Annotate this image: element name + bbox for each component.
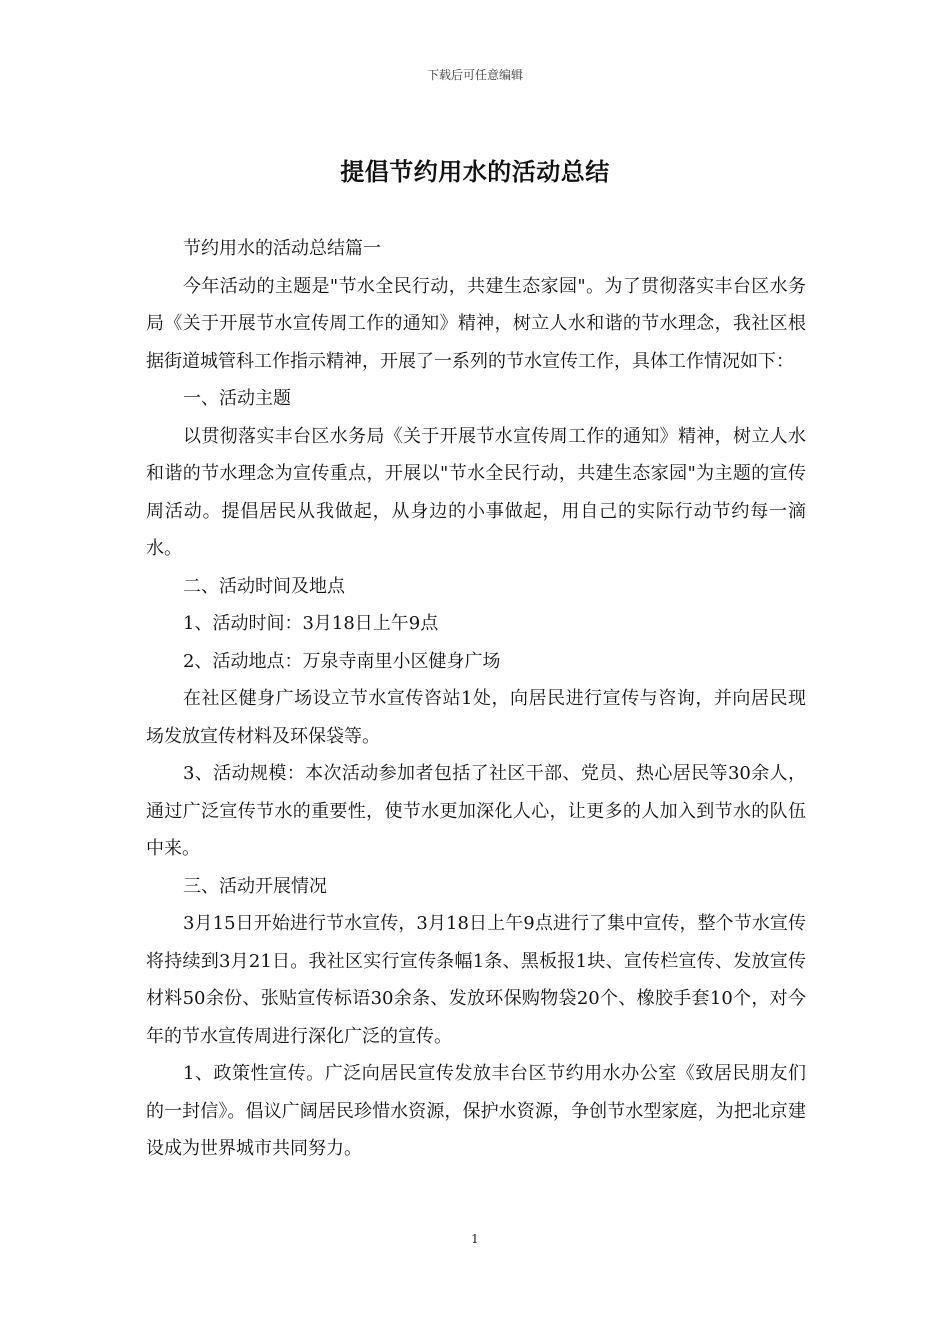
list-item: 1、活动时间：3月18日上午9点	[183, 613, 439, 634]
section-heading: 二、活动时间及地点	[183, 575, 345, 597]
document-title: 提倡节约用水的活动总结	[340, 158, 610, 186]
body-paragraph: 3月15日开始进行节水宣传，3月18日上午9点进行了集中宣传，整个节水宣传将持续到3月21日。我社区实行宣传条幅1条、黑板报1块、宣传栏宣传、发放宣传材料50余份、张贴宣传标语30余条、发放环保购物袋20个、橡胶手套10个，对今年的节水宣传周进行深化广泛的宣传。	[146, 913, 806, 1047]
list-item: 2、活动地点：万泉寺南里小区健身广场	[183, 650, 501, 672]
section-heading: 节约用水的活动总结篇一	[183, 238, 381, 259]
body-paragraph: 今年活动的主题是"节水全民行动，共建生态家园"。为了贯彻落实丰台区水务局《关于开展节水宣传周工作的通知》精神，树立人水和谐的节水理念，我社区根据街道城管科工作指示精神，开展了一系列的节水宣传工作，具体工作情况如下：	[146, 275, 806, 372]
header-note: 下载后可任意编辑	[426, 68, 523, 82]
section-heading: 一、活动主题	[183, 388, 291, 409]
document-body	[146, 230, 806, 1168]
page-number: 1	[471, 1232, 479, 1246]
list-item: 3、活动规模：本次活动参加者包括了社区干部、党员、热心居民等30余人，通过广泛宣传节水的重要性，使节水更加深化人心，让更多的人加入到节水的队伍中来。	[146, 763, 806, 859]
body-paragraph: 在社区健身广场设立节水宣传咨站1处，向居民进行宣传与咨询，并向居民现场发放宣传材料及环保袋等。	[146, 688, 806, 747]
section-heading: 三、活动开展情况	[183, 875, 327, 897]
body-paragraph: 以贯彻落实丰台区水务局《关于开展节水宣传周工作的通知》精神，树立人水和谐的节水理念为宣传重点，开展以"节水全民行动，共建生态家园"为主题的宣传周活动。提倡居民从我做起，从身边的小事做起，用自己的实际行动节约每一滴水。	[146, 425, 806, 559]
list-item: 1、政策性宣传。广泛向居民宣传发放丰台区节约用水办公室《致居民朋友们的一封信》。倡议广阔居民珍惜水资源，保护水资源，争创节水型家庭，为把北京建设成为世界城市共同努力。	[146, 1063, 806, 1159]
